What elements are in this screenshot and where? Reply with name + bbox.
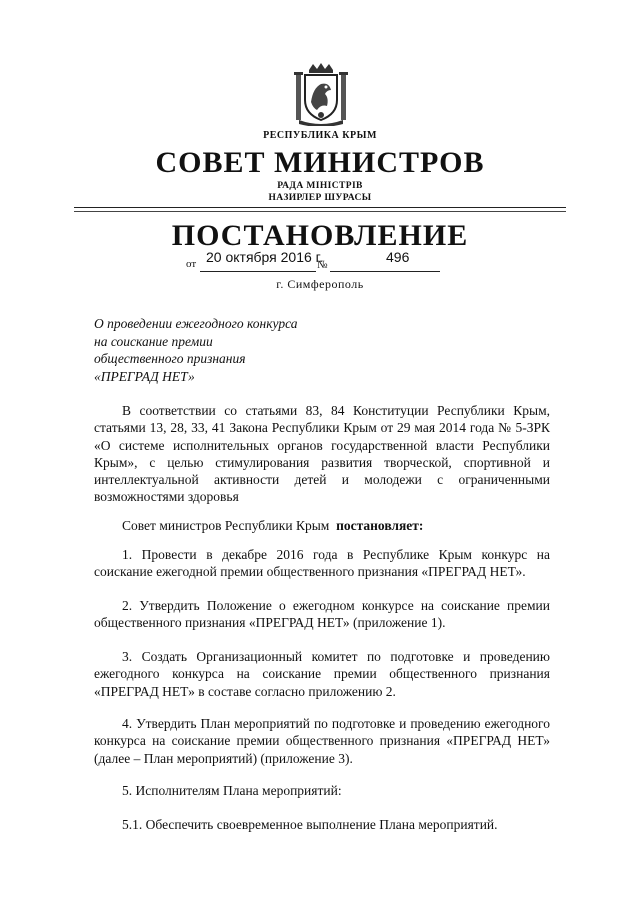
number-sign: № — [317, 259, 328, 271]
decree-item: 2. Утвердить Положение о ежегодном конкурсе на соискание премии общественного признания «ПРЕГРАД НЕТ» (приложение 1). — [94, 598, 550, 631]
document-type-heading: ПОСТАНОВЛЕНИЕ — [171, 219, 469, 252]
resolve-verb: постановляет: — [336, 518, 424, 533]
decree-item: 5. Исполнителям Плана мероприятий: — [122, 783, 342, 798]
decree-number: 496 — [386, 249, 410, 265]
decree-date: 20 октября 2016 г. — [206, 249, 323, 265]
decree-subitem: 5.1. Обеспечить своевременное выполнение Плана мероприятий. — [122, 817, 498, 832]
resolve-subject: Совет министров Республики Крым — [122, 518, 330, 533]
header-divider — [74, 207, 566, 208]
council-name-ukrainian: РАДА МІНІСТРІВ — [277, 181, 363, 191]
date-underline — [200, 271, 316, 272]
decree-city: г. Симферополь — [276, 277, 364, 291]
crimea-coat-of-arms-icon — [293, 62, 349, 126]
council-name-crimean-tatar: НАЗИРЛЕР ШУРАСЫ — [268, 193, 372, 203]
decree-item: 1. Провести в декабре 2016 года в Республике Крым конкурс на соискание ежегодной премии общественного признания «ПРЕГРАД НЕТ». — [94, 547, 550, 580]
decree-title — [94, 315, 394, 385]
date-prefix: от — [186, 258, 197, 270]
council-name: СОВЕТ МИНИСТРОВ — [155, 146, 485, 179]
republic-name: РЕСПУБЛИКА КРЫМ — [263, 130, 377, 141]
decree-item: 3. Создать Организационный комитет по подготовке и проведению ежегодного конкурса на соискание премии общественного признания «ПРЕГРАД НЕТ» в составе согласно приложению 2. — [94, 649, 550, 699]
title-line: «ПРЕГРАД НЕТ» — [94, 368, 195, 384]
title-line: О проведении ежегодного конкурса — [94, 316, 298, 331]
decree-item: 4. Утвердить План мероприятий по подготовке и проведению ежегодного конкурса на соискание премии общественного признания «ПРЕГРАД НЕТ» (далее – План мероприятий) (приложение 3). — [94, 716, 550, 766]
resolve-paragraph — [94, 517, 550, 534]
title-line: на соискание премии — [94, 333, 213, 349]
header-divider-thin — [74, 211, 566, 212]
title-line: общественного признания — [94, 351, 246, 366]
number-underline — [330, 271, 440, 272]
preamble-paragraph: В соответствии со статьями 83, 84 Конституции Республики Крым, статьями 13, 28, 33, 41 Закона Республики Крым от 29 мая 2014 года № 5-ЗРК «О системе исполнительных органов государственной власти Республики Крым», с целью стимулирования развития творческой, спортивной и интеллектуальной активности детей и молодежи с ограниченными возможностями здоровья — [94, 403, 550, 505]
